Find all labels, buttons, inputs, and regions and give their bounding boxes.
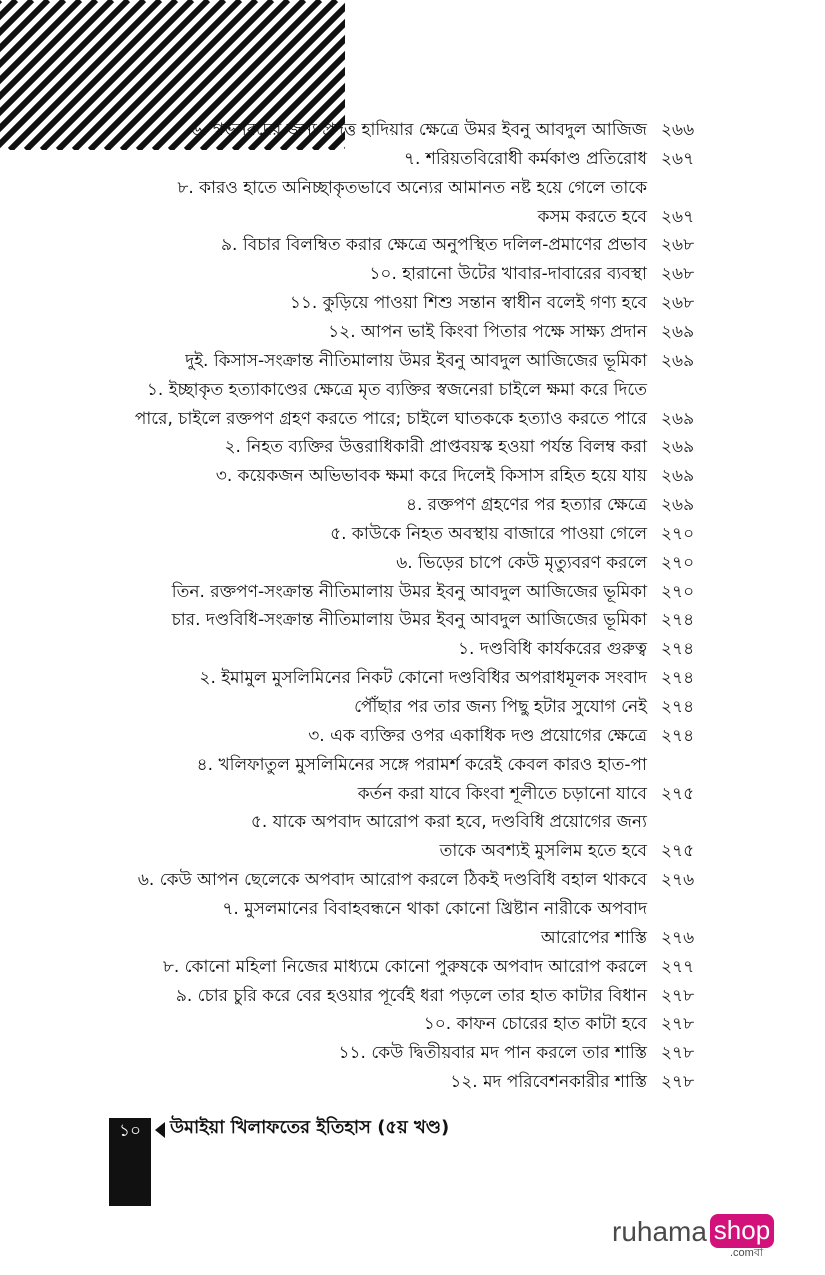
toc-entry-page: ২৬৯: [661, 437, 695, 457]
toc-entry-title: আরোপের শাস্তি: [540, 928, 647, 948]
toc-entry-title: ৯. চোর চুরি করে বের হওয়ার পূর্বেই ধরা পড়লে তার হাত কাটার বিধান: [175, 986, 647, 1006]
page-number: ১০: [118, 1121, 142, 1141]
toc-entry-page: ২৬৮: [661, 264, 695, 284]
toc-entry-page: ২৬৮: [661, 235, 695, 255]
toc-entry-page: ২৭৪: [661, 726, 695, 746]
toc-entry-page: ২৬৭: [661, 149, 695, 169]
toc-entry-page: ২৭৪: [661, 697, 695, 717]
toc-entry-title: ৬. কেউ আপন ছেলেকে অপবাদ আরোপ করলে ঠিকই দণ্ডবিধি বহাল থাকবে: [137, 870, 647, 890]
toc-entry-title: ৭. শরিয়তবিরোধী কর্মকাণ্ড প্রতিরোধ: [403, 149, 647, 169]
logo-shop-badge: shop: [710, 1214, 774, 1248]
toc-entry-title: কসম করতে হবে: [537, 207, 647, 227]
toc-entry-page: ২৭৪: [661, 668, 695, 688]
toc-entry-title: ৪. খলিফাতুল মুসলিমিনের সঙ্গে পরামর্শ করেই কেবল কারও হাত-পা: [196, 755, 647, 775]
toc-entry-title: ২. নিহত ব্যক্তির উত্তরাধিকারী প্রাপ্তবয়স্ক হওয়া পর্যন্ত বিলম্ব করা: [224, 437, 647, 457]
toc-entry-title: তাকে অবশ্যই মুসলিম হতে হবে: [439, 841, 647, 861]
toc-entry-title: ১. দণ্ডবিধি কার্যকরের গুরুত্ব: [458, 639, 647, 659]
toc-entry-title: ৫. যাকে অপবাদ আরোপ করা হবে, দণ্ডবিধি প্রয়োগের জন্য: [250, 812, 647, 832]
toc-entry-title: ৬. গভর্নরদের জন্য প্রদত্ত হাদিয়ার ক্ষেত্রে উমর ইবনু আবদুল আজিজ: [190, 120, 647, 140]
toc-entry-page: ২৬৮: [661, 293, 695, 313]
toc-entry-title: ৭. মুসলমানের বিবাহবন্ধনে থাকা কোনো খ্রিষ্টান নারীকে অপবাদ: [222, 899, 647, 919]
toc-entry-page: ২৭৫: [661, 841, 695, 861]
toc-entry-page: ২৭০: [661, 582, 695, 602]
book-title: উমাইয়া খিলাফতের ইতিহাস (৫য় খণ্ড): [170, 1117, 450, 1138]
toc-entry-title: ৬. ভিড়ের চাপে কেউ মৃত্যুবরণ করলে: [396, 553, 647, 573]
toc-entry-title: পারে, চাইলে রক্তপণ গ্রহণ করতে পারে; চাইলে ঘাতককে হত্যাও করতে পারে: [134, 409, 647, 429]
logo-brand-text: ruhama: [612, 1216, 707, 1247]
ruhamashop-logo: [612, 1210, 787, 1260]
toc-entry-title: ১১. কুড়িয়ে পাওয়া শিশু সন্তান স্বাধীন বলেই গণ্য হবে: [289, 293, 647, 313]
toc-entry-title: দুই. কিসাস-সংক্রান্ত নীতিমালায় উমর ইবনু আবদুল আজিজের ভূমিকা: [185, 351, 647, 371]
toc-entry-page: ২৭৭: [661, 957, 695, 977]
toc-entry-page: ২৬৯: [661, 409, 695, 429]
toc-entry-page: ২৭৪: [661, 639, 695, 659]
toc-entry-title: ৯. বিচার বিলম্বিত করার ক্ষেত্রে অনুপস্থিত দলিল-প্রমাণের প্রভাব: [221, 235, 647, 255]
toc-entry-page: ২৭০: [661, 524, 695, 544]
toc-entry-title: ১. ইচ্ছাকৃত হত্যাকাণ্ডের ক্ষেত্রে মৃত ব্যক্তির স্বজনেরা চাইলে ক্ষমা করে দিতে: [146, 380, 647, 400]
toc-entry-title: ৪. রক্তপণ গ্রহণের পর হত্যার ক্ষেত্রে: [405, 495, 647, 515]
toc-entry-title: ১০. হারানো উটের খাবার-দাবারের ব্যবস্থা: [369, 264, 647, 284]
toc-entry-page: ২৬৯: [661, 466, 695, 486]
toc-entry-page: ২৬৭: [661, 207, 695, 227]
toc-entry-title: ৩. এক ব্যক্তির ওপর একাধিক দণ্ড প্রয়োগের ক্ষেত্রে: [308, 726, 647, 746]
toc-entry-page: ২৬৯: [661, 495, 695, 515]
toc-entry-page: ২৬৯: [661, 322, 695, 342]
toc-entry-title: ১২. আপন ভাই কিংবা পিতার পক্ষে সাক্ষ্য প্রদান: [328, 322, 647, 342]
toc-entry-title: ৫. কাউকে নিহত অবস্থায় বাজারে পাওয়া গেলে: [330, 524, 647, 544]
toc-entry-page: ২৭৮: [661, 986, 695, 1006]
logo-domain-text: .comবা: [730, 1247, 764, 1259]
toc-entry-title: ১২. মদ পরিবেশনকারীর শাস্তি: [450, 1072, 647, 1092]
arrow-left-icon: [155, 1122, 165, 1138]
toc-entry-page: ২৭৫: [661, 784, 695, 804]
toc-entry-title: চার. দণ্ডবিধি-সংক্রান্ত নীতিমালায় উমর ইবনু আবদুল আজিজের ভূমিকা: [171, 610, 647, 630]
toc-entry-page: ২৬৯: [661, 351, 695, 371]
toc-entry-page: ২৬৬: [661, 120, 695, 140]
toc-entry-page: ২৭০: [661, 553, 695, 573]
toc-entry-title: ৮. কোনো মহিলা নিজের মাধ্যমে কোনো পুরুষকে অপবাদ আরোপ করলে: [162, 957, 647, 977]
toc-entry-page: ২৭৮: [661, 1043, 695, 1063]
toc-entry-title: তিন. রক্তপণ-সংক্রান্ত নীতিমালায় উমর ইবনু আবদুল আজিজের ভূমিকা: [171, 582, 647, 602]
toc-entry-page: ২৭৬: [661, 870, 695, 890]
toc-entry-title: ৩. কয়েকজন অভিভাবক ক্ষমা করে দিলেই কিসাস রহিত হয়ে যায়: [215, 466, 647, 486]
toc-entry-page: ২৭৪: [661, 610, 695, 630]
toc-entry-title: ২. ইমামুল মুসলিমিনের নিকট কোনো দণ্ডবিধির অপরাধমূলক সংবাদ: [199, 668, 647, 688]
toc-entry-page: ২৭৮: [661, 1072, 695, 1092]
toc-entry-title: কর্তন করা যাবে কিংবা শূলীতে চড়ানো যাবে: [357, 784, 647, 804]
toc-entry-title: ১০. কাফন চোরের হাত কাটা হবে: [423, 1014, 647, 1034]
toc-entry-page: ২৭৬: [661, 928, 695, 948]
toc-entry-title: ১১. কেউ দ্বিতীয়বার মদ পান করলে তার শাস্তি: [338, 1043, 647, 1063]
toc-entry-title: পৌঁছার পর তার জন্য পিছু হটার সুযোগ নেই: [354, 697, 647, 717]
toc-entry-title: ৮. কারও হাতে অনিচ্ছাকৃতভাবে অন্যের আমানত নষ্ট হয়ে গেলে তাকে: [177, 178, 647, 198]
toc-entry-page: ২৭৮: [661, 1014, 695, 1034]
